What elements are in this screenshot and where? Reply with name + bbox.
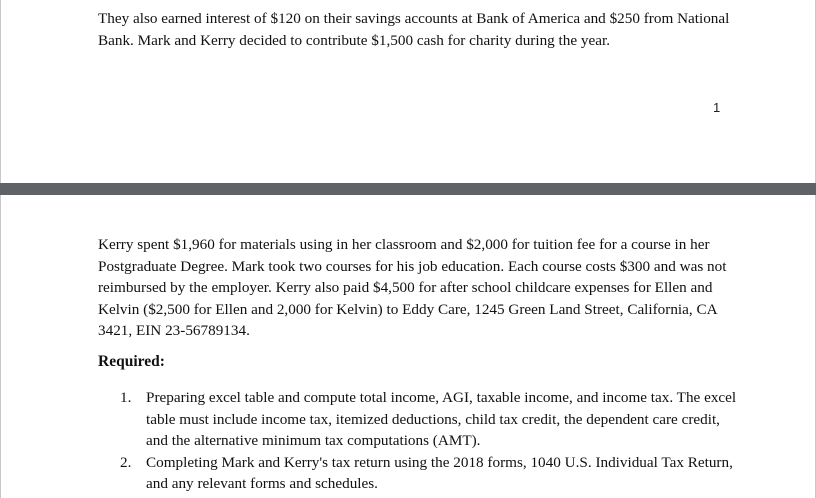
list-item-text: Completing Mark and Kerry's tax return using the 2018 forms, 1040 U.S. Individual Tax Return, and any relevant forms and schedules.	[146, 453, 733, 492]
page-separator	[0, 183, 816, 195]
list-item-number: 2.	[120, 453, 132, 471]
interest-paragraph: They also earned interest of $120 on their savings accounts at Bank of America and $250 from National Bank. Mark and Kerry decided to contribute $1,500 cash for charity during the year.	[98, 10, 730, 49]
list-item-text: Preparing excel table and compute total income, AGI, taxable income, and income tax. The excel table must include income tax, itemized deductions, child tax credit, the dependent care credit, and the alternative minimum tax computations (AMT).	[146, 389, 737, 449]
document-page-2	[0, 195, 816, 498]
list-item	[98, 387, 738, 452]
expenses-paragraph: Kerry spent $1,960 for materials using in her classroom and $2,000 for tuition fee for a course in her Postgraduate Degree. Mark took two courses for his job education. Each course costs $300 and was not reimbursed by the employer. Kerry also paid $4,500 for after school childcare expenses for Ellen and Kelvin ($2,500 for Ellen and 2,000 for Kelvin) to Eddy Care, 1245 Green Land Street, California, CA 3421, EIN 23-56789134.	[98, 236, 727, 339]
page-number: 1	[713, 100, 721, 115]
list-item-number: 1.	[120, 389, 132, 406]
requirements-list	[98, 387, 738, 495]
document-page-1	[0, 0, 816, 183]
list-item	[98, 452, 738, 495]
required-heading: Required:	[98, 353, 165, 370]
